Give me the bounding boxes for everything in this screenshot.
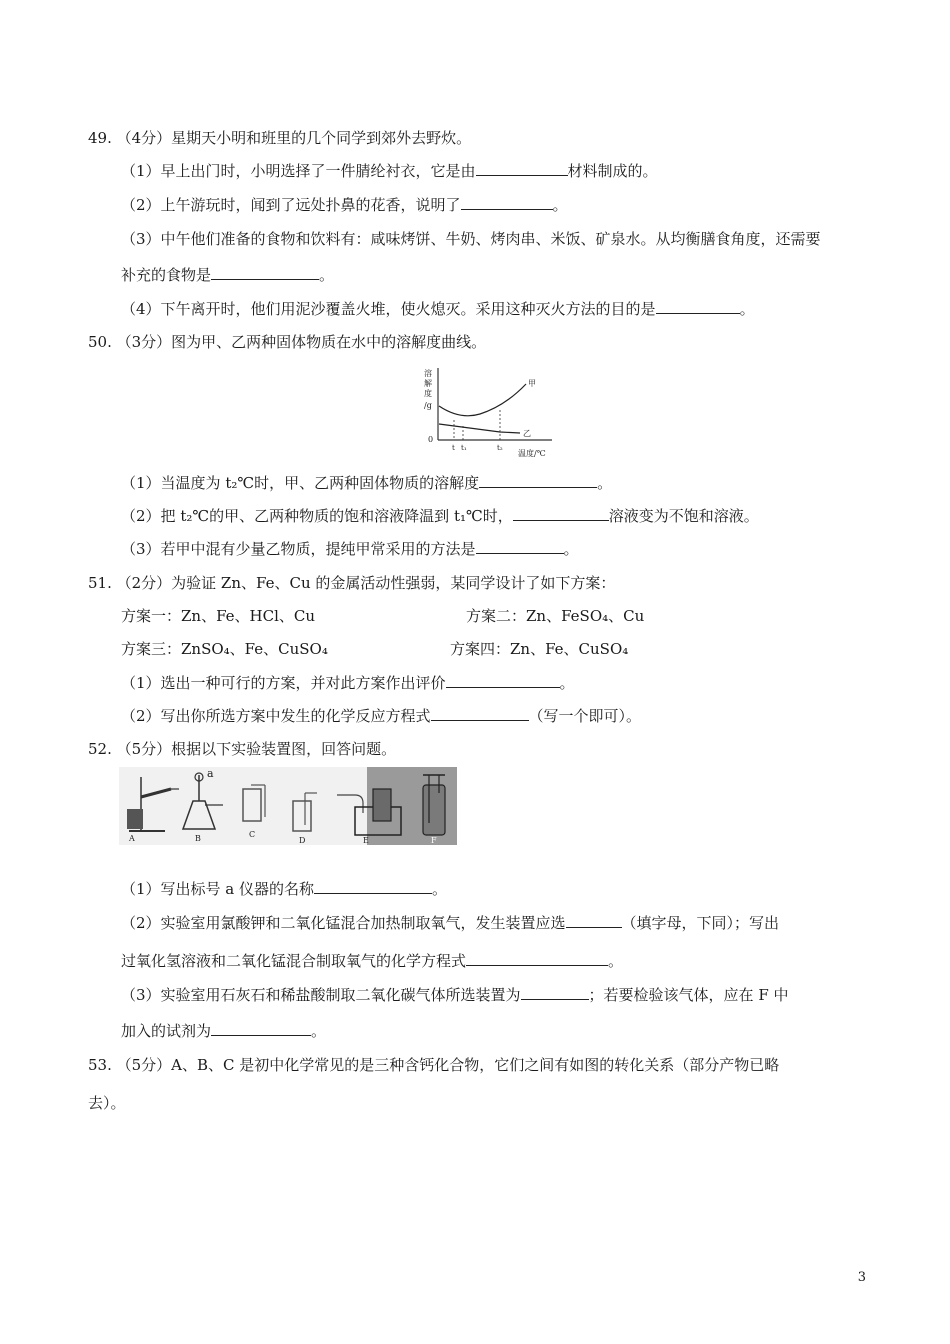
plan-2: 方案二：Zn、FeSO₄、Cu [466, 607, 645, 625]
q51-title: 51. （2分）为验证 Zn、Fe、Cu 的金属活动性强弱，某同学设计了如下方案： [88, 574, 616, 592]
q51-part1-text: （1）选出一种可行的方案，并对此方案作出评价 [121, 674, 446, 692]
x-tick-t: t [452, 444, 455, 452]
answer-blank[interactable] [211, 1021, 311, 1036]
answer-blank[interactable] [566, 913, 622, 928]
answer-blank[interactable] [211, 265, 319, 280]
q49-part2-suffix: 。 [552, 196, 568, 214]
series-yi-line [439, 424, 520, 433]
q51-part1 [121, 673, 575, 693]
q49-part1-suffix: 材料制成的。 [567, 162, 658, 180]
solubility-curve-chart [420, 362, 560, 462]
q52-part3-cont-text: 加入的试剂为 [121, 1022, 212, 1040]
q50-part1 [121, 473, 612, 493]
q49-part4-text: （4）下午离开时，他们用泥沙覆盖火堆，使火熄灭。采用这种灭火方法的目的是 [121, 300, 656, 318]
ylabel-4: /g [424, 401, 432, 410]
answer-blank[interactable] [466, 951, 608, 966]
q52-part3-suffix: ；若要检验该气体，应在 F 中 [588, 986, 789, 1004]
label-f: F [431, 836, 437, 845]
q49-part2-text: （2）上午游玩时，闻到了远处扑鼻的花香，说明了 [121, 196, 461, 214]
q49-part3: （3）中午他们准备的食物和饮料有：咸味烤饼、牛奶、烤肉串、米饭、矿泉水。从均衡膳食角度，还需要 [121, 230, 821, 248]
q52-part3-cont-suffix: 。 [311, 1022, 327, 1040]
q50-part2-temp: t₂℃的甲、乙两种物质的饱和溶液降温到 [180, 507, 450, 525]
ylabel-1: 溶 [424, 369, 432, 378]
q51-part2-suffix: （写一个即可）。 [528, 707, 642, 725]
series-jia-label: 甲 [528, 379, 536, 388]
x-axis-label: 温度/℃ [518, 449, 546, 458]
label-a-instrument: a [207, 767, 214, 780]
q49-part4 [121, 299, 755, 319]
q50-part3 [121, 539, 579, 559]
q49-part3-suffix: 。 [319, 266, 335, 284]
q52-part1 [121, 879, 447, 899]
q52-part1-text: （1）写出标号 a 仪器的名称 [121, 880, 315, 898]
q51-part1-suffix: 。 [559, 674, 575, 692]
q52-part2-cont [121, 951, 623, 971]
answer-blank[interactable] [513, 506, 609, 521]
q50-part1-text: （1）当温度为 [121, 474, 221, 492]
answer-blank[interactable] [521, 985, 589, 1000]
x-tick-t1: t₁ [461, 444, 467, 452]
q49-part1 [121, 161, 658, 181]
q50-part2-suffix: 溶液变为不饱和溶液。 [608, 507, 759, 525]
q50-part1-temp: t₂℃时，甲、乙两种固体物质的溶解度 [225, 474, 480, 492]
q50-part2-text: （2）把 [121, 507, 176, 525]
ylabel-2: 解 [424, 379, 432, 388]
answer-blank[interactable] [446, 673, 560, 688]
x-tick-t2: t₂ [497, 444, 503, 452]
answer-blank[interactable] [314, 879, 432, 894]
q52-part3 [121, 985, 789, 1005]
q52-part2-suffix: （填字母，下同）；写出 [621, 914, 780, 932]
q49-title: 49. （4分）星期天小明和班里的几个同学到郊外去野炊。 [88, 129, 472, 147]
label-a: A [129, 834, 135, 843]
q50-part3-suffix: 。 [563, 540, 579, 558]
q49-part3-text: 补充的食物是 [121, 266, 212, 284]
q52-part2-cont-text: 过氧化氢溶液和二氧化锰混合制取氧气的化学方程式 [121, 952, 467, 970]
page-number: 3 [857, 1270, 866, 1285]
answer-blank[interactable] [476, 161, 568, 176]
series-yi-label: 乙 [523, 429, 531, 438]
q49-part3-cont [121, 265, 334, 285]
label-b: B [195, 834, 201, 843]
q52-part2-text: （2）实验室用氯酸钾和二氧化锰混合加热制取氧气，发生装置应选 [121, 914, 566, 932]
q52-part2-cont-suffix: 。 [608, 952, 624, 970]
origin-label: 0 [428, 435, 434, 444]
q50-part2-temp2: t₁℃时， [453, 507, 513, 525]
answer-blank[interactable] [461, 195, 553, 210]
q50-part1-suffix: 。 [597, 474, 613, 492]
answer-blank[interactable] [479, 473, 597, 488]
q52-title: 52. （5分）根据以下实验装置图，回答问题。 [88, 740, 397, 758]
label-e: E [363, 836, 369, 845]
q50-part2 [121, 506, 759, 526]
label-c: C [249, 830, 256, 839]
answer-blank[interactable] [431, 706, 529, 721]
plan-4: 方案四：Zn、Fe、CuSO₄ [450, 640, 629, 658]
lab-apparatus-figure [119, 767, 457, 845]
plan-1: 方案一：Zn、Fe、HCl、Cu [121, 607, 316, 625]
q49-part2 [121, 195, 568, 215]
answer-blank[interactable] [476, 539, 564, 554]
q52-part3-cont [121, 1021, 326, 1041]
ylabel-3: 度 [424, 389, 432, 398]
q53-title: 53. （5分）A、B、C 是初中化学常见的是三种含钙化合物，它们之间有如图的转化关系（部分产物已略 [88, 1056, 780, 1074]
q51-part2-text: （2）写出你所选方案中发生的化学反应方程式 [121, 707, 431, 725]
q50-part3-text: （3）若甲中混有少量乙物质，提纯甲常采用的方法是 [121, 540, 476, 558]
q52-part3-text: （3）实验室用石灰石和稀盐酸制取二氧化碳气体所选装置为 [121, 986, 521, 1004]
q52-part2 [121, 913, 779, 933]
answer-blank[interactable] [656, 299, 740, 314]
series-jia-line [439, 384, 526, 416]
q50-title: 50. （3分）图为甲、乙两种固体物质在水中的溶解度曲线。 [88, 333, 487, 351]
q49-part4-suffix: 。 [739, 300, 755, 318]
label-d: D [299, 836, 306, 845]
q51-part2 [121, 706, 641, 726]
q49-part1-text: （1）早上出门时，小明选择了一件腈纶衬衣，它是由 [121, 162, 476, 180]
plan-3: 方案三：ZnSO₄、Fe、CuSO₄ [121, 640, 328, 658]
q53-title-cont: 去）。 [88, 1094, 126, 1112]
q52-part1-suffix: 。 [432, 880, 448, 898]
